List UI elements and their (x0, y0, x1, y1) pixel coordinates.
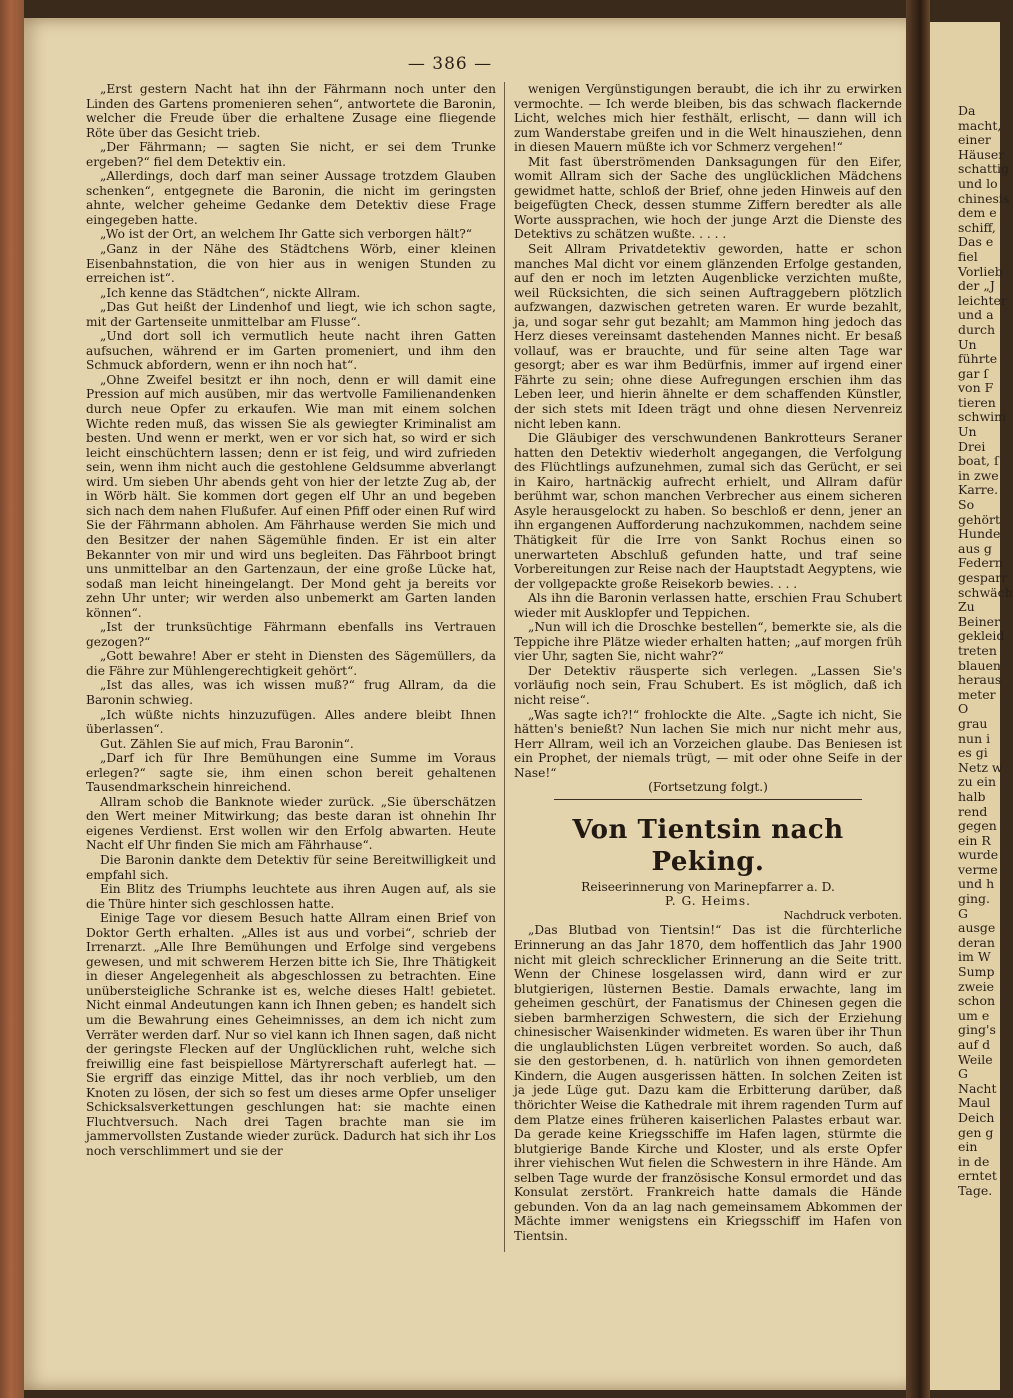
adjacent-page-line: Weile (958, 1051, 993, 1067)
adjacent-page-line: ging's (958, 1022, 996, 1038)
adjacent-page-line: einer (958, 132, 991, 148)
adjacent-page-line: chinesis (958, 190, 1010, 206)
article-paragraph: „Das Blutbad von Tientsin!“ Das ist die fürchterliche Erinnerung an das Jahr 1870, dem hoffentlich das Jahr 1900 nicht mit gleich schrecklicher Erinnerung an die Seite tritt. Wenn der Chinese losgelassen wird, dann wird er zur blutgierigen, lüsternen Bestie. Damals erwachte, lang im geheimen geschürt, der Fanatismus der Chinesen gegen die sieben barmherzigen Schwestern, die sich der Erziehung chinesischer Waisenkinder widmeten. Es waren über ihr Thun die unglaublichsten Lügen verbreitet worden. So auch, daß sie den gestorbenen, d. h. natürlich von ihnen gemordeten Kindern, die Augen ausgerissen hätten. In solchen Zeiten ist ja jede Lüge gut. Dazu kam die Erbitterung darüber, daß thörichter Weise die Kathedrale mit ihrem ragenden Turm auf dem Platze eines früheren kaiserlichen Palastes erbaut war. Da gerade keine Kriegsschiffe im Hafen lagen, stürmte die blutgierige Bande Kirche und Kloster, und als erste Opfer ihrer viehischen Wut fielen die Schwestern in ihre Hände. Am selben Tage wurde der französische Konsul ermordet und das Konsulat zerstört. Frankreich hatte damals die Hände gebunden. Von da an lag nach gemeinsamem Abkommen der Mächte immer wenigstens ein Kriegsschiff im Hafen von Tientsin. (514, 923, 902, 1243)
story-paragraph: Ein Blitz des Triumphs leuchtete aus ihren Augen auf, als sie die Thüre hinter sich geschlossen hatte. (86, 882, 496, 911)
story-paragraph: „Gott bewahre! Aber er steht in Diensten des Sägemüllers, da die Fähre zur Mühlengerechtigkeit gehört“. (86, 649, 496, 678)
story-paragraph: wenigen Vergünstigungen beraubt, die ich ihr zu erwirken vermochte. — Ich werde bleiben, bis das schwach flackernde Licht, welches mich hier festhält, erlischt, — dann will ich zum Wanderstabe greifen und in die Welt hinausziehen, denn in diesen Mauern müßte ich vor Schmerz vergehen!“ (514, 82, 902, 155)
adjacent-page-line: Deich (958, 1109, 995, 1125)
adjacent-page-line: es gi (958, 745, 988, 761)
adjacent-page-line: nun i (958, 730, 991, 746)
adjacent-page-line: ein (958, 1139, 978, 1155)
adjacent-page-line: schattig (958, 161, 1009, 177)
story-paragraph: Die Baronin dankte dem Detektiv für seine Bereitwilligkeit und empfahl sich. (86, 852, 496, 882)
adjacent-page-line: G (958, 905, 968, 921)
adjacent-page-line: gehört (958, 511, 1000, 527)
story-paragraph: Einige Tage vor diesem Besuch hatte Allram einen Brief von Doktor Gerth erhalten. „Alles ist aus und vorbei“, schrieb der Irrenarzt. „Alle Ihre Bemühungen und Erfolge sind vergebens gewesen, und mit schwerem Herzen bitte ich Sie, Ihre Thätigkeit in dieser Angelegenheit als abgeschlossen zu betrachten. Eine unübersteigliche Schranke ist es, welche dieses Halt! gebietet. Nicht einmal Andeutungen kann ich Ihnen geben; es handelt sich um die Bewahrung eines Geheimnisses, an dem ich nicht zum Verräter werden darf. Nur so viel kann ich Ihnen sagen, daß nicht der geringste Flecken auf der Unglücklichen ruht, welche sich freiwillig eine fast beispiellose Märtyrerschaft auferlegt hat. — Sie ergriff das einzige Mittel, das ihr noch verblieb, um den Knoten zu lösen, der sich so fest um dieses arme Opfer unseliger Schicksalsverkettungen geschlungen hat: sie machte einen Fluchtversuch. Nach drei Tagen brachte man sie im jammervollsten Zustande wieder zurück. Dadurch hat sich ihr Los noch verschlimmert und sie der (86, 911, 496, 1158)
adjacent-page-line: rend (958, 803, 988, 819)
adjacent-page-line: Maul (958, 1095, 991, 1111)
adjacent-page-text (930, 22, 1013, 1199)
story-paragraph: Mit fast überströmenden Danksagungen für den Eifer, womit Allram sich der Sache des unglücklichen Mädchens gewidmet hatte, schloß der Brief, ohne jeden Hinweis auf den beigefügten Check, dessen stumme Ziffern beredter als alle Worte aussprachen, wie hoch der junge Arzt die Dienste des Detektivs zu schätzen wußte. . . . . (514, 154, 902, 242)
adjacent-page-line: schwim (958, 409, 1007, 425)
story-paragraph: „Darf ich für Ihre Bemühungen eine Summe im Voraus erlegen?“ sagte sie, ihm einen schon bereit gehaltenen Tausendmarkschein hinreichend. (86, 751, 496, 795)
adjacent-page-line: Das e (958, 234, 994, 250)
adjacent-page-line: heraus (958, 672, 1002, 688)
article-title: Von Tientsin nach Peking. (572, 814, 844, 877)
adjacent-page-line: um e (958, 1007, 990, 1023)
adjacent-page-line: gesparr (958, 570, 1008, 585)
adjacent-page-line: meter (958, 686, 996, 702)
left-column (86, 82, 496, 1342)
story-paragraph: „Ist das alles, was ich wissen muß?“ frug Allram, da die Baronin schwieg. (86, 678, 496, 707)
story-paragraph: Allram schob die Banknote wieder zurück. „Sie überschätzen den Wert meiner Mitwirkung; das beste daran ist ohnehin Ihr eigenes Verdienst. Erst wollen wir den Erfolg abwarten. Heute Nacht elf Uhr finden Sie mich am Fährhause“. (86, 794, 496, 853)
adjacent-page-line: zweie (958, 978, 995, 994)
adjacent-page-line: halb (958, 788, 986, 804)
adjacent-page-line: Sump (958, 964, 995, 980)
adjacent-page-line: und a (958, 307, 994, 323)
adjacent-page-line: in de (958, 1153, 990, 1169)
adjacent-page-line: treten (958, 642, 997, 658)
adjacent-page-line: Drei (958, 438, 986, 454)
article-author: P. G. Heims. (665, 894, 751, 909)
adjacent-page-line: tieren (958, 394, 996, 410)
story-paragraph: „Ist der trunksüchtige Fährmann ebenfalls ins Vertrauen gezogen?“ (86, 620, 496, 649)
adjacent-page-line: im W (958, 949, 991, 965)
story-paragraph: „Das Gut heißt der Lindenhof und liegt, wie ich schon sagte, mit der Gartenseite unmittelbar am Flusse“. (86, 300, 496, 329)
adjacent-page-line: deran (958, 934, 995, 950)
adjacent-page-line: Zu (958, 599, 975, 615)
article-body (514, 923, 902, 1243)
page-number: — 386 — (407, 54, 493, 74)
adjacent-page-line: Vorlieb (958, 263, 1003, 279)
adjacent-page-line: blauen (958, 657, 1001, 673)
adjacent-page-line: G (958, 1066, 968, 1082)
story-paragraph: „Ich wüßte nichts hinzuzufügen. Alles andere bleibt Ihnen überlassen“. (86, 707, 496, 737)
adjacent-page-line: und h (958, 876, 995, 892)
adjacent-page (930, 22, 1013, 1390)
adjacent-page-line: gen g (958, 1124, 994, 1140)
story-paragraph: „Und dort soll ich vermutlich heute nacht ihren Gatten aufsuchen, während er im Garten promeniert, und ihm den Schmuck abfordern, wenn er ihn noch hat“. (86, 329, 496, 373)
adjacent-page-line: durch (958, 321, 996, 337)
story-paragraph: „Ich kenne das Städtchen“, nickte Allram. (100, 285, 361, 300)
continuation-note: (Fortsetzung folgt.) (648, 780, 768, 795)
story-paragraph: „Ganz in der Nähe des Städtchens Wörb, einer kleinen Eisenbahnstation, die von hier aus in wenigen Stunden zu erreichen ist“. (86, 242, 496, 286)
adjacent-page-line: boat, ſ (958, 453, 999, 469)
adjacent-page-line: gegen (958, 818, 997, 834)
adjacent-page-line: auf d (958, 1037, 991, 1052)
reprint-note: Nachdruck verboten. (783, 908, 902, 922)
adjacent-page-line: So (958, 497, 975, 513)
adjacent-page-line: Netz w (958, 759, 1003, 775)
adjacent-page-line: Da (958, 103, 976, 118)
adjacent-page-line: grau (958, 715, 988, 731)
adjacent-page-line: Un (958, 336, 977, 352)
adjacent-page-line: Nacht (958, 1080, 997, 1096)
adjacent-page-line: gekleid (958, 628, 1005, 644)
story-paragraph: „Nun will ich die Droschke bestellen“, bemerkte sie, als die Teppiche ihre Plätze wieder erhalten hatten; „auf morgen früh vier Uhr, sagten Sie, nicht wahr?“ (514, 620, 902, 664)
story-paragraph: „Erst gestern Nacht hat ihn der Fährmann noch unter den Linden des Gartens promenieren sehen“, antwortete die Baronin, welcher die Freude über die erhaltene Zusage eine fliegende Röte über das Gesicht trieb. (86, 82, 496, 140)
adjacent-page-line: verme (958, 861, 998, 877)
adjacent-page-line: erntet (958, 1168, 997, 1184)
serial-story-continuation (514, 82, 902, 780)
story-paragraph: Als ihn die Baronin verlassen hatte, erschien Frau Schubert wieder mit Ausklopfer und Teppichen. (514, 591, 902, 620)
column-divider (504, 82, 505, 1252)
adjacent-page-line: der „J (958, 278, 995, 294)
story-paragraph: Seit Allram Privatdetektiv geworden, hatte er schon manches Mal dicht vor einem glänzenden Erfolge gestanden, auf den er noch im letzten Augenblicke verzichten mußte, weil Rücksichten, die sich seinen Auftraggebern plötzlich aufzwangen, dazwischen getreten waren. Er wurde bezahlt, ja, und sogar sehr gut bezahlt; am Mammon hing jedoch das Herz dieses vereinsamt dastehenden Mannes nicht. Er besaß vollauf, was er brauchte, und für seine alten Tage war gesorgt; aber es war ihm Bedürfnis, immer auf irgend einer Fährte zu sein; ohne diese Aufregungen erschien ihm das Leben leer, und hierin ähnelte er dem schaffenden Künstler, der sich stets mit Ideen trägt und ohne diesen Nervenreiz nicht leben kann. (514, 242, 902, 431)
adjacent-page-line: Federn (958, 555, 1003, 571)
book-gutter (906, 0, 930, 1398)
adjacent-page-line: schwäch (958, 584, 1013, 600)
story-paragraph: Gut. Zählen Sie auf mich, Frau Baronin“. (100, 736, 354, 751)
adjacent-page-line: macht, (958, 117, 1002, 133)
adjacent-page-line: Tage. (958, 1182, 993, 1198)
adjacent-page-line: fiel (958, 248, 978, 264)
adjacent-page-line: zu ein (958, 774, 997, 790)
adjacent-page-line: schiff, (958, 219, 996, 235)
story-paragraph: „Der Fährmann; — sagten Sie nicht, er sei dem Trunke ergeben?“ fiel dem Detektiv ein. (86, 140, 496, 169)
adjacent-page-line: Karre. (958, 482, 999, 498)
adjacent-page-line: ein R (958, 832, 991, 848)
adjacent-page-line: ausge (958, 920, 996, 936)
article-subtitle: Reiseerinnerung von Marinepfarrer a. D. (581, 879, 835, 894)
adjacent-page-line: ging. (958, 891, 991, 907)
story-paragraph: „Was sagte ich?!“ frohlockte die Alte. „Sagte ich nicht, Sie hätten's benießt? Nun lachen Sie mich nur nicht mehr aus, Herr Allram, weil ich an Vorzeichen glaube. Das Beniesen ist ein Prophet, der niemals trügt, — mit oder ohne Seife in der Nase!“ (514, 707, 902, 780)
story-paragraph: „Allerdings, doch darf man seiner Aussage trotzdem Glauben schenken“, entgegnete die Baronin, die nicht im geringsten ahnte, welcher geheime Gedanke dem Detektiv diese Frage eingegeben hatte. (86, 169, 496, 227)
adjacent-page-line: führte (958, 351, 998, 367)
right-column (514, 82, 902, 1342)
adjacent-page-line: Häuser (958, 146, 1005, 162)
article-separator (554, 799, 862, 800)
story-paragraph: Der Detektiv räusperte sich verlegen. „Lassen Sie's vorläufig noch sein, Frau Schubert. Es ist möglich, daß ich nicht reise“. (514, 663, 902, 707)
story-paragraph: Die Gläubiger des verschwundenen Bankrotteurs Seraner hatten den Detektiv wiederholt angegangen, die Verfolgung des Flüchtlings aufzunehmen, zumal sich das Gerücht, er sei in Kairo, hartnäckig aufrecht erhielt, und Allram dafür berühmt war, schon manchen Verbrecher aus einem sicheren Asyle herausgelockt zu haben. So beschloß er denn, jener an ihn ergangenen Aufforderung nachzukommen, nachdem seine Thätigkeit für die Irre von Sankt Rochus einen so unerwarteten Abschluß gefunden hatte, und traf seine Vorbereitungen zur Reise nach der Hauptstadt Aegyptens, wie der vollgepackte große Reisekorb bewies. . . . (514, 431, 902, 591)
adjacent-page-line: wurde (958, 847, 999, 863)
adjacent-page-line: O (958, 701, 969, 717)
adjacent-page-line: Hunde (958, 526, 1001, 542)
adjacent-page-line: leichter (958, 292, 1007, 308)
adjacent-page-line: von F (958, 380, 994, 396)
adjacent-page-line: dem e (958, 205, 997, 221)
adjacent-page-line: schon (958, 993, 996, 1009)
book-binding (0, 0, 24, 1398)
adjacent-page-line: Un (958, 424, 977, 440)
adjacent-page-line: in zwe (958, 467, 999, 483)
story-paragraph: „Ohne Zweifel besitzt er ihn noch, denn er will damit eine Pression auf mich ausüben, mir das wertvolle Familienandenken durch neue Opfer zu erkaufen. Wie man mit einem solchen Wichte reden muß, das wissen Sie als gewiegter Kriminalist am besten. Und wenn er merkt, wen er vor sich hat, so wird er sich leicht einschüchtern lassen; denn er ist feig, und wird zufrieden sein, wenn ihm nicht auch die gestohlene Geldsumme abverlangt wird. Um sieben Uhr abends geht von hier der letzte Zug ab, der in Wörb hält. Sie kommen dort gegen elf Uhr an und begeben sich nach dem nahen Flußufer. Auf einen Pfiff oder einen Ruf wird Sie der Fährmann abholen. Am Fährhause werden Sie mich und den Besitzer der nahen Sägemühle finden. Er ist ein alter Bekannter von mir und wird uns begleiten. Das Fährboot bringt uns unmittelbar an den Gartenzaun, der eine große Lücke hat, sodaß man leicht hineingelangt. Der Mond geht ja bereits vor zehn Uhr unter; wir werden also unbemerkt am Garten landen können“. (86, 372, 496, 620)
adjacent-page-line: Beiner (958, 613, 1001, 629)
adjacent-page-line: gar ſ (958, 365, 989, 381)
story-paragraph: „Wo ist der Ort, an welchem Ihr Gatte sich verborgen hält?“ (100, 227, 472, 242)
adjacent-page-line: aus g (958, 540, 992, 556)
adjacent-page-line: und lo (958, 175, 998, 191)
